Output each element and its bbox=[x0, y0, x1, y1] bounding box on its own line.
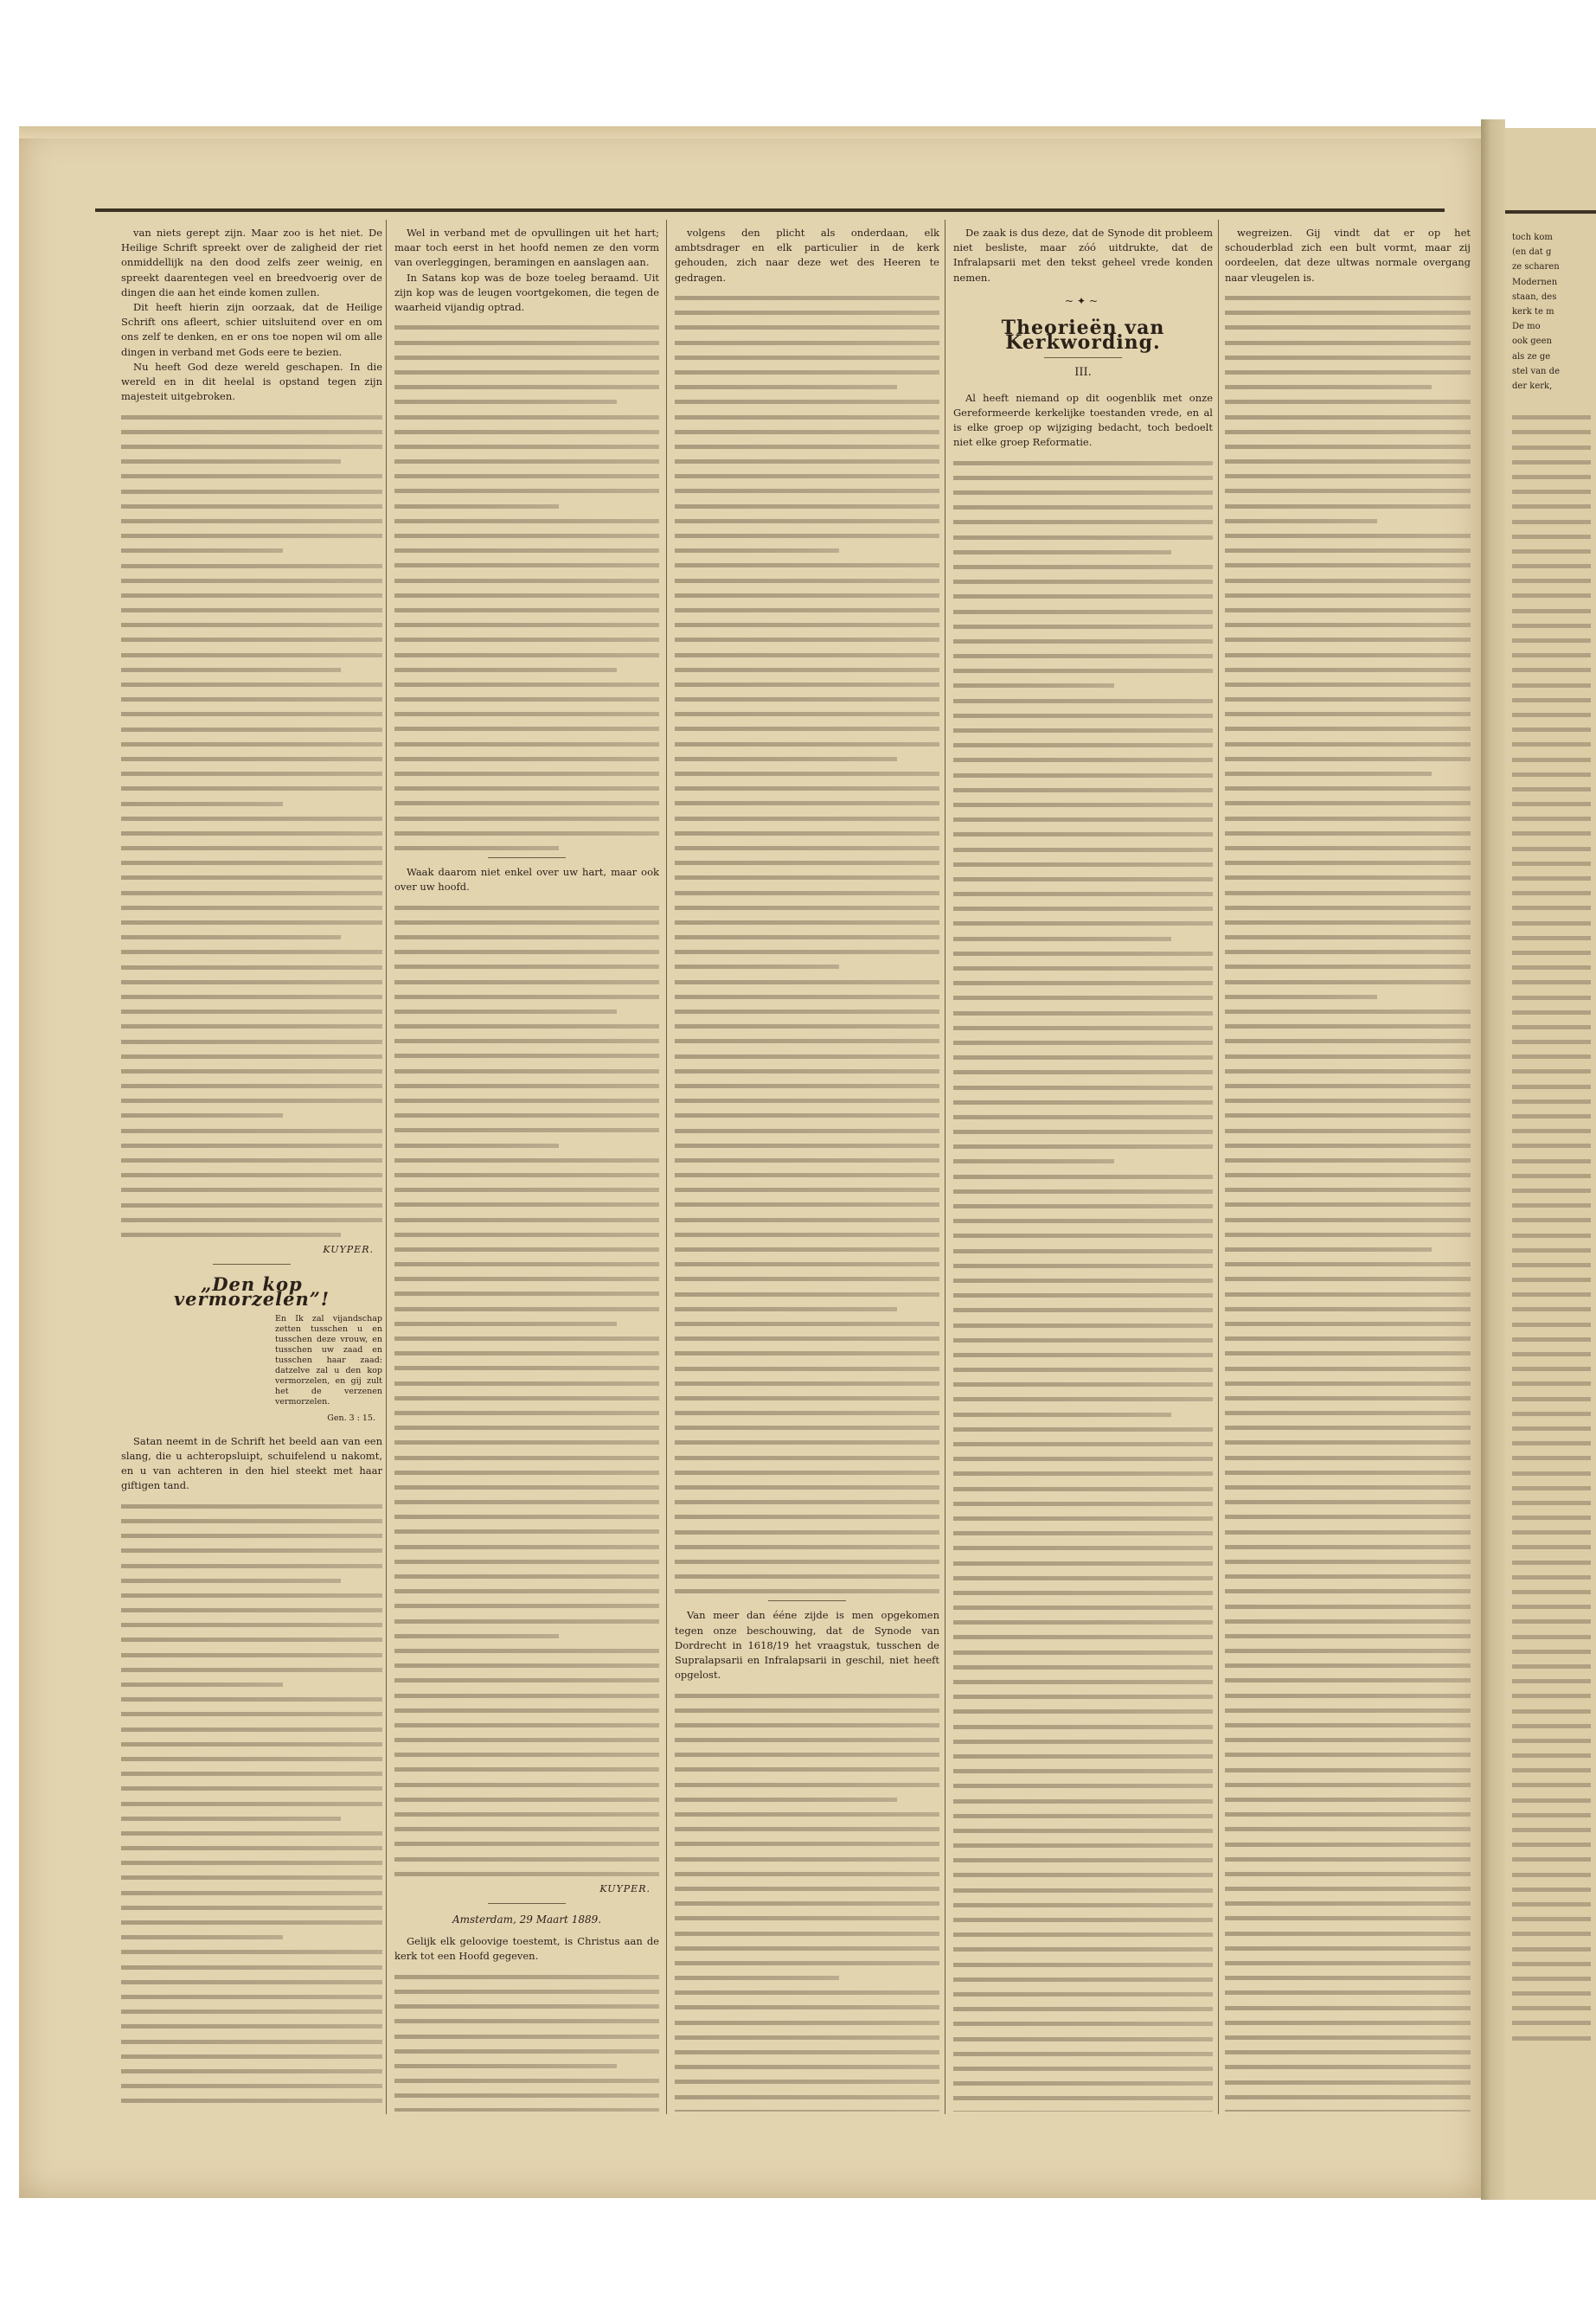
page-fold bbox=[1481, 119, 1505, 2200]
col4-paragraph: De zaak is dus deze, dat de Synode dit probleem niet besliste, maar zóó uitdrukte, dat de Infralapsarii met den tekst geheel vrede konden nemen. bbox=[953, 227, 1213, 284]
col1-paragraph: van niets gerept zijn. Maar zoo is het niet. De Heilige Schrift spreekt over de zaligheid der riet onmiddellijk na den dood zelfs zeer weinig, en spreekt daarentegen veel en breedvoerig over de dingen die aan het einde komen zullen. bbox=[121, 227, 382, 298]
dateline: Amsterdam, 29 Maart 1889. bbox=[452, 1913, 602, 1926]
col1-paragraph: Dit heeft hierin zijn oorzaak, dat de Heilige Schrift ons afleert, schier uitsluitend over en om ons zelf te denken, en er ons toe nopen wil om alle dingen in verband met Gods eere te bezien. bbox=[121, 301, 382, 358]
column-divider bbox=[386, 220, 387, 2114]
col2-paragraph: Wel in verband met de opvullingen uit het hart; maar toch eerst in het hoofd nemen ze den vorm van overleggingen, beramingen en aanslagen aan. bbox=[394, 227, 659, 269]
col4-paragraph: Al heeft niemand op dit oogenblik met onze Gereformeerde kerkelijke toestanden vrede, en al is elke groep op wijziging bedacht, toch bedoelt niet elke groep Reformatie. bbox=[953, 391, 1213, 449]
col2-text-block bbox=[394, 906, 659, 1876]
fragment-line: stel van de bbox=[1512, 366, 1560, 376]
section-rule bbox=[488, 1903, 566, 1904]
fragment-line: ook geen bbox=[1512, 336, 1552, 347]
col1-paragraph: Nu heeft God deze wereld geschapen. In die wereld en in dit heelal is opstand tegen zijn majesteit uitgebroken. bbox=[121, 360, 382, 403]
scanned-newspaper-spread bbox=[19, 119, 1596, 2200]
fragment-line: der kerk, bbox=[1512, 381, 1553, 392]
adjacent-page-fragments bbox=[1512, 230, 1560, 394]
fragment-line: (en dat g bbox=[1512, 247, 1552, 258]
adjacent-page-edge bbox=[1505, 128, 1596, 2200]
col2-signature: KUYPER. bbox=[599, 1882, 651, 1894]
column-4 bbox=[953, 226, 1213, 2112]
fragment-line: De mo bbox=[1512, 322, 1541, 332]
column-divider bbox=[1218, 220, 1219, 2114]
col1-signature: KUYPER. bbox=[323, 1243, 374, 1255]
col2-paragraph: Gelijk elk geloovige toestemt, is Christus aan de kerk tot een Hoofd gegeven. bbox=[394, 1935, 659, 1963]
col2-text-block bbox=[394, 1975, 659, 2112]
fragment-line: Modernen bbox=[1512, 277, 1558, 287]
section-rule bbox=[488, 857, 566, 858]
section-rule bbox=[1044, 357, 1122, 358]
bible-quote: En Ik zal vijandschap zetten tusschen u en tusschen deze vrouw, en tusschen uw zaad en tusschen haar zaad: datzelve zal u den kop vermorzelen, en gij zult het de verzenen vermorzelen. bbox=[275, 1313, 382, 1407]
fragment-line: kerk te m bbox=[1512, 307, 1554, 317]
top-rule bbox=[95, 208, 1445, 212]
adjacent-top-rule bbox=[1505, 210, 1596, 214]
fragment-line: als ze ge bbox=[1512, 351, 1551, 362]
col2-text-block bbox=[394, 325, 659, 850]
col3-text-block bbox=[675, 296, 939, 1593]
col2-paragraph: Waak daarom niet enkel over uw hart, maar ook over uw hoofd. bbox=[394, 865, 659, 894]
article-heading-den-kop: „Den kop vermorzelen”! bbox=[173, 1273, 330, 1311]
column-divider bbox=[666, 220, 667, 2114]
section-rule bbox=[213, 1264, 291, 1265]
section-rule bbox=[768, 1600, 846, 1601]
col3-paragraph: Van meer dan ééne zijde is men opgekomen tegen onze beschouwing, dat de Synode van Dordrecht in 1618/19 het vraagstuk, tusschen de Supralapsarii en Infralapsarii in geschil, niet heeft opgelost. bbox=[675, 1609, 939, 1682]
article-heading-theorieen: Theorieën van Kerkwording. bbox=[1001, 317, 1165, 355]
fragment-line: toch kom bbox=[1512, 233, 1553, 242]
col3-paragraph: volgens den plicht als onderdaan, elk ambtsdrager en elk particulier in de kerk gehouden, zich naar deze wet des Heeren te gedragen. bbox=[675, 227, 939, 284]
bible-quote-reference: Gen. 3 : 15. bbox=[327, 1413, 375, 1423]
col1-text-block bbox=[121, 415, 382, 1237]
section-number: III. bbox=[1074, 366, 1092, 380]
fragment-line: ze scharen bbox=[1512, 262, 1560, 272]
ornament-divider: ~✦~ bbox=[1064, 294, 1102, 307]
column-5 bbox=[1225, 226, 1471, 2112]
fragment-line: staan, des bbox=[1512, 292, 1557, 302]
col2-paragraph: In Satans kop was de boze toeleg beraamd. Uit zijn kop was de leugen voortgekomen, die tegen de waarheid vijandig optrad. bbox=[394, 271, 659, 314]
col1-paragraph: Satan neemt in de Schrift het beeld aan van een slang, die u achteropsluipt, schuifelend u nakomt, en u van achteren in den hiel steekt met haar giftigen tand. bbox=[121, 1434, 382, 1492]
col4-text-block bbox=[953, 461, 1213, 2112]
col5-text-block bbox=[1225, 296, 1471, 2112]
adjacent-text-block bbox=[1505, 405, 1596, 2041]
column-3 bbox=[675, 226, 939, 2112]
col3-text-block bbox=[675, 1694, 939, 2112]
column-1 bbox=[121, 226, 382, 2112]
col5-paragraph: wegreizen. Gij vindt dat er op het schouderblad zich een bult vormt, maar zij oordeelen, dat deze ultwas normale overgang naar vleugelen is. bbox=[1225, 227, 1471, 284]
column-2 bbox=[394, 226, 659, 2112]
col1-text-block bbox=[121, 1504, 382, 2112]
newspaper-page bbox=[19, 126, 1481, 2198]
